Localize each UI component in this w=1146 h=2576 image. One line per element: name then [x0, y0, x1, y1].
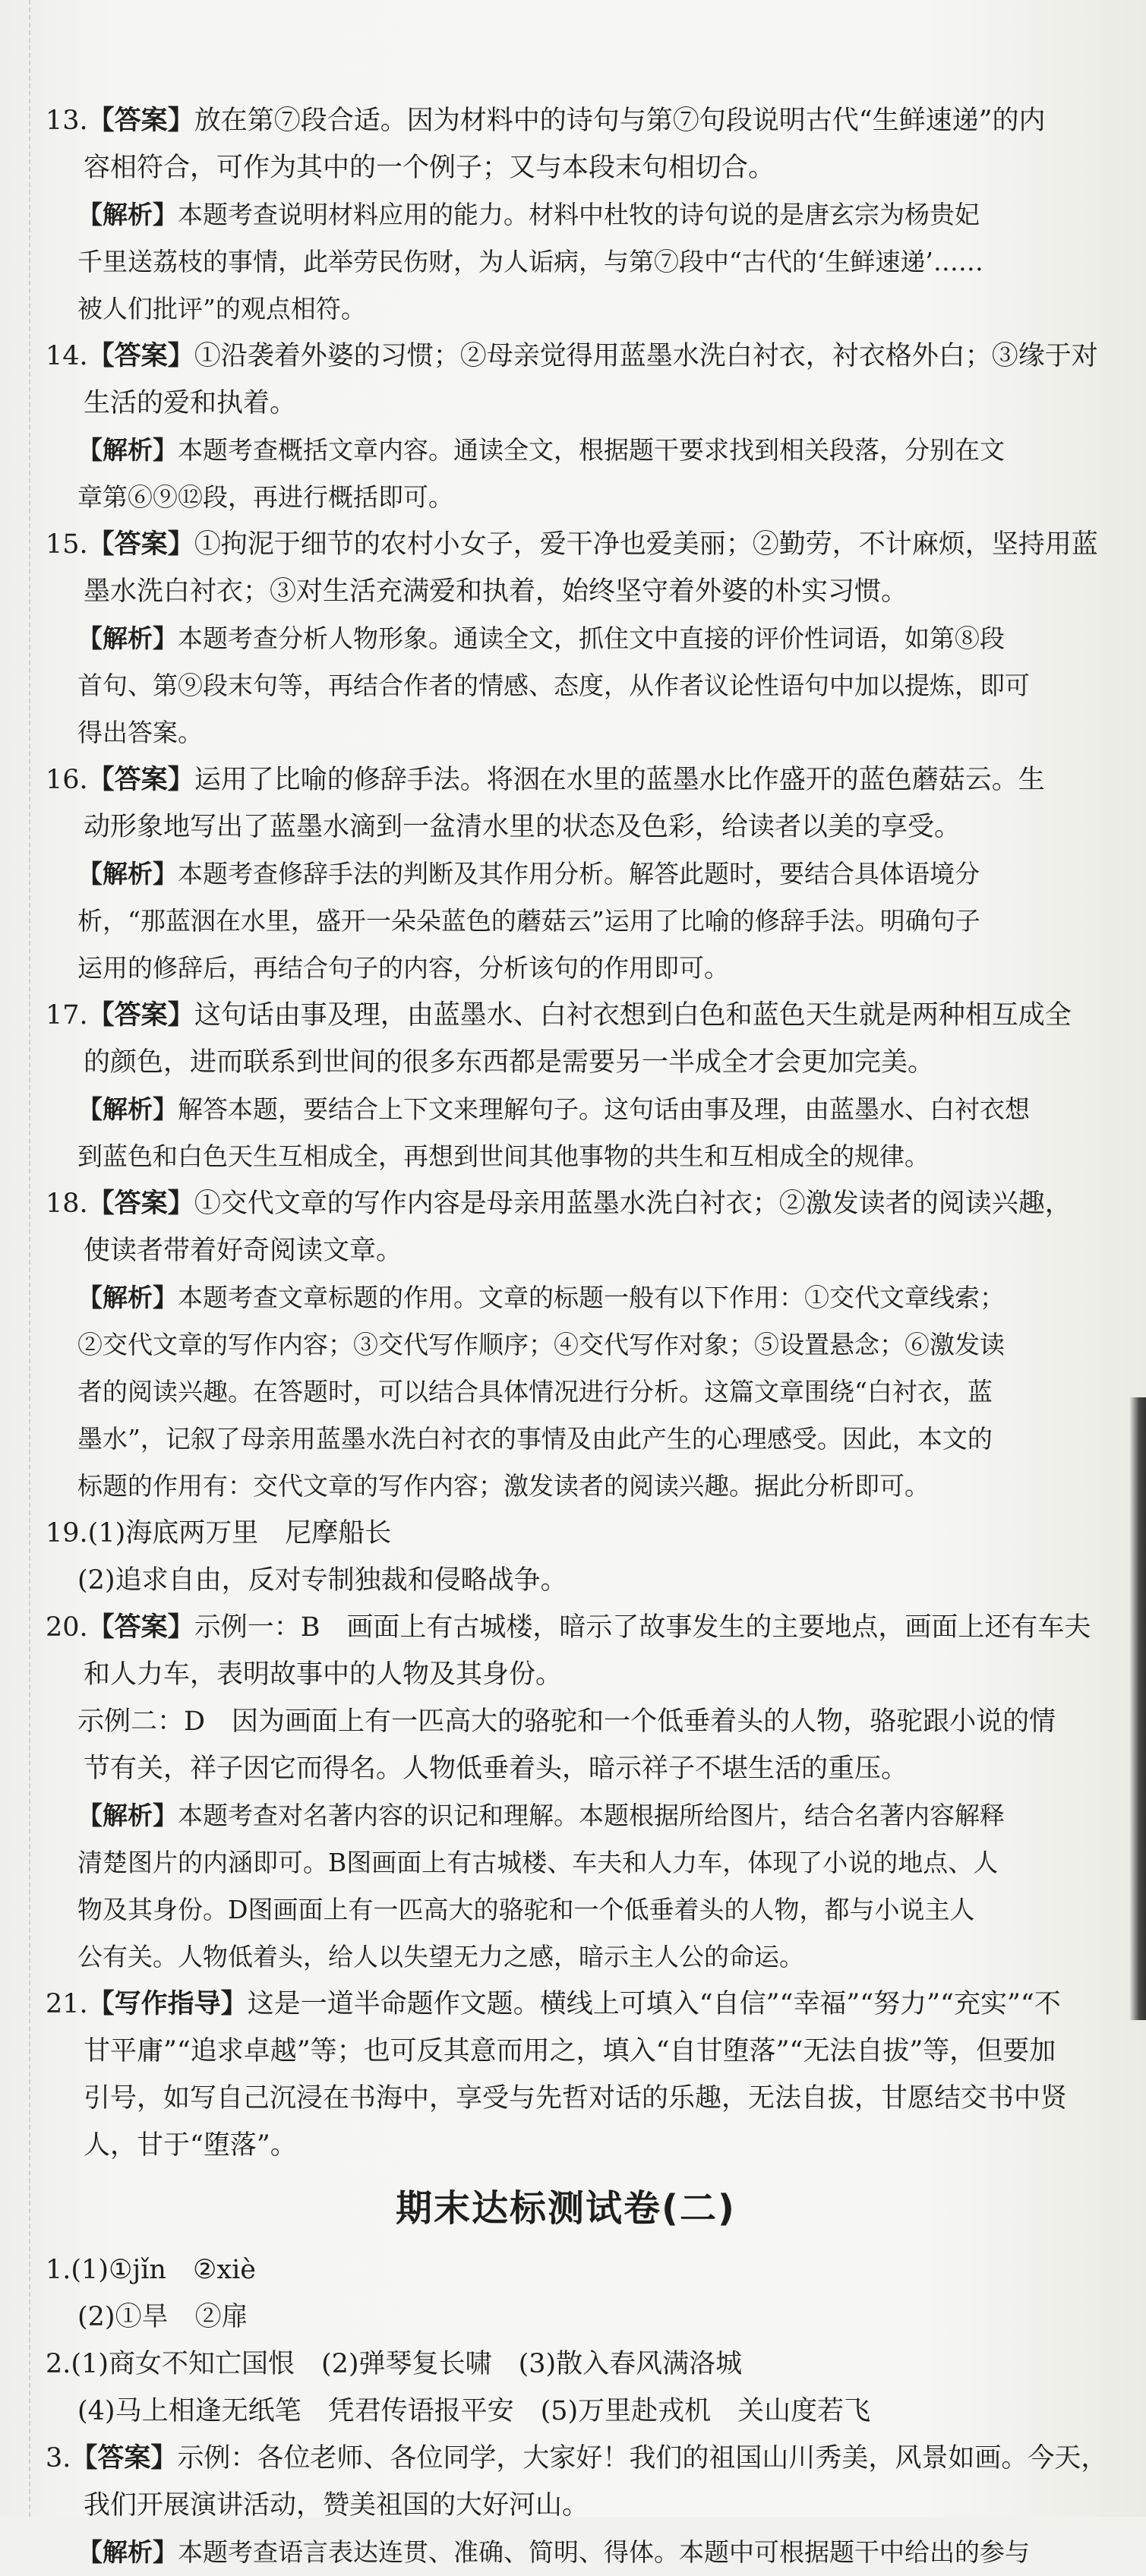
answer-line: (2)①旱 ②扉 — [77, 2302, 248, 2332]
analysis-line: 墨水”，记叙了母亲用蓝墨水洗白衬衣的事情及由此产生的心理感受。因此，本文的 — [77, 1424, 993, 1454]
answer-tag: 【答案】 — [87, 529, 194, 560]
answer-line: 示例：各位老师、各位同学，大家好！我们的祖国山川秀美，风景如画。今天， — [177, 2443, 1108, 2473]
answer-line: ①拘泥于细节的农村小女子，爱干净也爱美丽；②勤劳，不计麻烦，坚持用蓝 — [194, 529, 1098, 560]
analysis-first-line — [77, 1274, 1086, 1321]
answer-content — [46, 97, 1108, 2576]
answer-tag: 【答案】 — [87, 106, 194, 136]
item-number: 18. — [46, 1189, 88, 1219]
item-number: 15. — [46, 529, 88, 560]
item-number: 19. — [46, 1518, 88, 1548]
analysis-line: 者的阅读兴趣。在答题时，可以结合具体情况进行分析。这篇文章围绕“白衬衣，蓝 — [77, 1377, 993, 1406]
analysis-first-line — [77, 1086, 1086, 1133]
answer-first-line — [46, 756, 1086, 803]
analysis-line: 公有关。人物低着头，给人以失望无力之感，暗示主人公的命运。 — [77, 1942, 804, 1971]
analysis-first-line — [77, 191, 1086, 238]
answer-part2-q1 — [46, 2246, 1086, 2293]
answer-line: 运用了比喻的修辞手法。将洇在水里的蓝墨水比作盛开的蓝色蘑菇云。生 — [194, 765, 1045, 795]
answer-first-line — [46, 521, 1098, 568]
answer-part2-q3 — [46, 2435, 1108, 2529]
analysis-line: ②交代文章的写作内容；③交代写作顺序；④交代写作对象；⑤设置悬念；⑥激发读 — [77, 1330, 1005, 1359]
answer-line: (1)商女不知亡国恨 (2)弹琴复长啸 (3)散入春风满洛城 — [71, 2349, 743, 2379]
answer-item-19 — [46, 1510, 1086, 1557]
answer-first-line — [46, 992, 1086, 1039]
item-number: 3. — [46, 2443, 71, 2473]
answer-line: (1)①jǐn ②xiè — [71, 2255, 256, 2285]
analysis-line: 本题考查语言表达连贯、准确、简明、得体。本题中可根据题干中给出的参与 — [178, 2537, 1030, 2567]
answer-part2-q1-sub — [46, 2293, 1086, 2341]
answer-item-19-sub — [46, 1557, 1086, 1604]
answer-line: 这句话由事及理，由蓝墨水、白衬衣想到白色和蓝色天生就是两种相互成全 — [194, 1000, 1072, 1031]
answer-line: 甘平庸”“追求卓越”等；也可反其意而用之，填入“自甘堕落”“无法自拔”等，但要加 — [84, 2036, 1056, 2066]
analysis-tag: 【解析】 — [77, 859, 178, 889]
margin-dashed-rule — [29, 0, 30, 2517]
answer-line: 动形象地写出了蓝墨水滴到一盆清水里的状态及色彩，给读者以美的享受。 — [84, 812, 961, 842]
analysis-block — [46, 1274, 1086, 1510]
item-number: 2. — [46, 2349, 71, 2379]
answer-item-20 — [46, 1604, 1091, 1792]
analysis-line: 本题考查对名著内容的识记和理解。本题根据所给图片，结合名著内容解释 — [178, 1801, 1005, 1830]
analysis-line: 本题考查文章标题的作用。文章的标题一般有以下作用：①交代文章线索； — [178, 1283, 1005, 1312]
answer-line: 示例二：D 因为画面上有一匹高大的骆驼和一个低垂着头的人物，骆驼跟小说的情 — [77, 1706, 1056, 1737]
answer-item — [46, 521, 1098, 615]
analysis-line: 章第⑥⑨⑫段，再进行概括即可。 — [77, 482, 453, 512]
analysis-tag: 【解析】 — [77, 2537, 178, 2567]
analysis-block — [46, 851, 1086, 992]
item-number: 16. — [46, 765, 88, 795]
analysis-tag: 【解析】 — [77, 1283, 178, 1312]
analysis-line: 物及其身份。D图画面上有一匹高大的骆驼和一个低垂着头的人物，都与小说主人 — [77, 1895, 975, 1924]
answer-item — [46, 992, 1086, 1086]
analysis-block — [46, 427, 1086, 521]
answer-tag: 【答案】 — [87, 765, 194, 795]
section-title: 期末达标测试卷(二) — [396, 2187, 736, 2230]
answer-item — [46, 97, 1086, 191]
analysis-item-20 — [46, 1792, 1086, 1981]
analysis-part2-q3 — [46, 2529, 1086, 2576]
analysis-block — [46, 191, 1086, 333]
answer-line: 墨水洗白衬衣；③对生活充满爱和执着，始终坚守着外婆的朴实习惯。 — [84, 576, 908, 607]
answer-line: 示例一：B 画面上有古城楼，暗示了故事发生的主要地点，画面上还有车夫 — [194, 1612, 1091, 1643]
analysis-tag: 【解析】 — [77, 1094, 178, 1124]
analysis-first-line — [77, 615, 1086, 662]
item-number: 20. — [46, 1612, 88, 1643]
answer-line: (1)海底两万里 尼摩船长 — [87, 1518, 392, 1548]
analysis-block — [46, 615, 1086, 756]
analysis-tag: 【解析】 — [77, 1801, 178, 1830]
writing-guide-tag: 【写作指导】 — [87, 1989, 248, 2019]
answer-line: (2)追求自由，反对专制独裁和侵略战争。 — [77, 1565, 567, 1596]
answer-line: 容相符合，可作为其中的一个例子；又与本段末句相切合。 — [84, 153, 775, 183]
analysis-tag: 【解析】 — [77, 623, 178, 653]
answer-tag: 【答案】 — [87, 1000, 194, 1031]
answer-item — [46, 333, 1098, 427]
answer-line: 我们开展演讲活动，赞美祖国的大好河山。 — [84, 2490, 589, 2521]
analysis-tag: 【解析】 — [77, 200, 178, 229]
answer-line: 这是一道半命题作文题。横线上可填入“自信”“幸福”“努力”“充实”“不 — [247, 1989, 1061, 2019]
answer-line: 人，甘于“堕落”。 — [84, 2130, 297, 2161]
answer-line: 的颜色，进而联系到世间的很多东西都是需要另一半成全才会更加完美。 — [84, 1047, 935, 1078]
page-edge-shadow — [1129, 1397, 1146, 2020]
answer-line: ①交代文章的写作内容是母亲用蓝墨水洗白衬衣；②激发读者的阅读兴趣， — [194, 1189, 1072, 1219]
analysis-line: 得出答案。 — [77, 718, 203, 747]
item-number: 1. — [46, 2255, 71, 2285]
analysis-line: 到蓝色和白色天生互相成全，再想到世间其他事物的共生和互相成全的规律。 — [77, 1141, 930, 1171]
answer-item — [46, 1180, 1086, 1274]
analysis-block — [46, 1086, 1086, 1180]
answer-items — [46, 97, 1098, 1510]
analysis-line: 运用的修辞后，再结合句子的内容，分析该句的作用即可。 — [77, 953, 729, 983]
analysis-tag: 【解析】 — [77, 435, 178, 465]
analysis-line: 本题考查说明材料应用的能力。材料中杜牧的诗句说的是唐玄宗为杨贵妃 — [178, 200, 980, 229]
answer-item-21 — [46, 1981, 1086, 2169]
answer-first-line — [46, 333, 1098, 380]
answer-line: (4)马上相逢无纸笔 凭君传语报平安 (5)万里赴戎机 关山度若飞 — [77, 2396, 871, 2426]
item-number: 17. — [46, 1000, 88, 1031]
item-number: 13. — [46, 106, 88, 136]
analysis-line: 被人们批评”的观点相符。 — [77, 294, 366, 324]
answer-tag: 【答案】 — [87, 1189, 194, 1219]
answer-item — [46, 756, 1086, 851]
analysis-line: 本题考查概括文章内容。通读全文，根据题干要求找到相关段落，分别在文 — [178, 435, 1005, 465]
analysis-line: 标题的作用有：交代文章的写作内容；激发读者的阅读兴趣。据此分析即可。 — [77, 1471, 930, 1501]
analysis-line: 解答本题，要结合上下文来理解句子。这句话由事及理，由蓝墨水、白衬衣想 — [178, 1094, 1030, 1124]
answer-part2-q2 — [46, 2341, 1086, 2388]
analysis-line: 首句、第⑨段末句等，再结合作者的情感、态度，从作者议论性语句中加以提炼，即可 — [77, 671, 1030, 700]
analysis-line: 千里送荔枝的事情，此举劳民伤财，为人诟病，与第⑦段中“古代的‘生鲜速递’…… — [77, 247, 983, 276]
answer-first-line — [46, 97, 1086, 144]
analysis-first-line — [77, 427, 1086, 474]
answer-line: 节有关，祥子因它而得名。人物低垂着头，暗示祥子不堪生活的重压。 — [84, 1754, 908, 1784]
answer-line: 使读者带着好奇阅读文章。 — [84, 1236, 403, 1266]
answer-tag: 【答案】 — [87, 1612, 194, 1643]
answer-line: 和人力车，表明故事中的人物及其身份。 — [84, 1659, 563, 1690]
answer-line: ①沿袭着外婆的习惯；②母亲觉得用蓝墨水洗白衬衣，衬衣格外白；③缘于对 — [194, 341, 1098, 371]
answer-first-line — [46, 1180, 1086, 1227]
answer-line: 引号，如写自己沉浸在书海中，享受与先哲对话的乐趣，无法自拔，甘愿结交书中贤 — [84, 2083, 1068, 2114]
answer-tag: 【答案】 — [71, 2443, 178, 2473]
analysis-line: 本题考查分析人物形象。通读全文，抓住文中直接的评价性词语，如第⑧段 — [178, 623, 1005, 653]
analysis-line: 清楚图片的内涵即可。B图画面上有古城楼、车夫和人力车，体现了小说的地点、人 — [77, 1848, 999, 1877]
item-number: 21. — [46, 1989, 88, 2019]
answer-line: 生活的爱和执着。 — [84, 388, 297, 418]
analysis-line: 析，“那蓝洇在水里，盛开一朵朵蓝色的蘑菇云”运用了比喻的修辞手法。明确句子 — [77, 906, 980, 936]
answer-part2-q2-sub — [46, 2388, 1086, 2435]
answer-tag: 【答案】 — [87, 341, 194, 371]
analysis-line: 本题考查修辞手法的判断及其作用分析。解答此题时，要结合具体语境分 — [178, 859, 980, 889]
analysis-first-line — [77, 851, 1086, 898]
item-number: 14. — [46, 341, 88, 371]
answer-line: 放在第⑦段合适。因为材料中的诗句与第⑦句段说明古代“生鲜速递”的内 — [194, 106, 1046, 136]
